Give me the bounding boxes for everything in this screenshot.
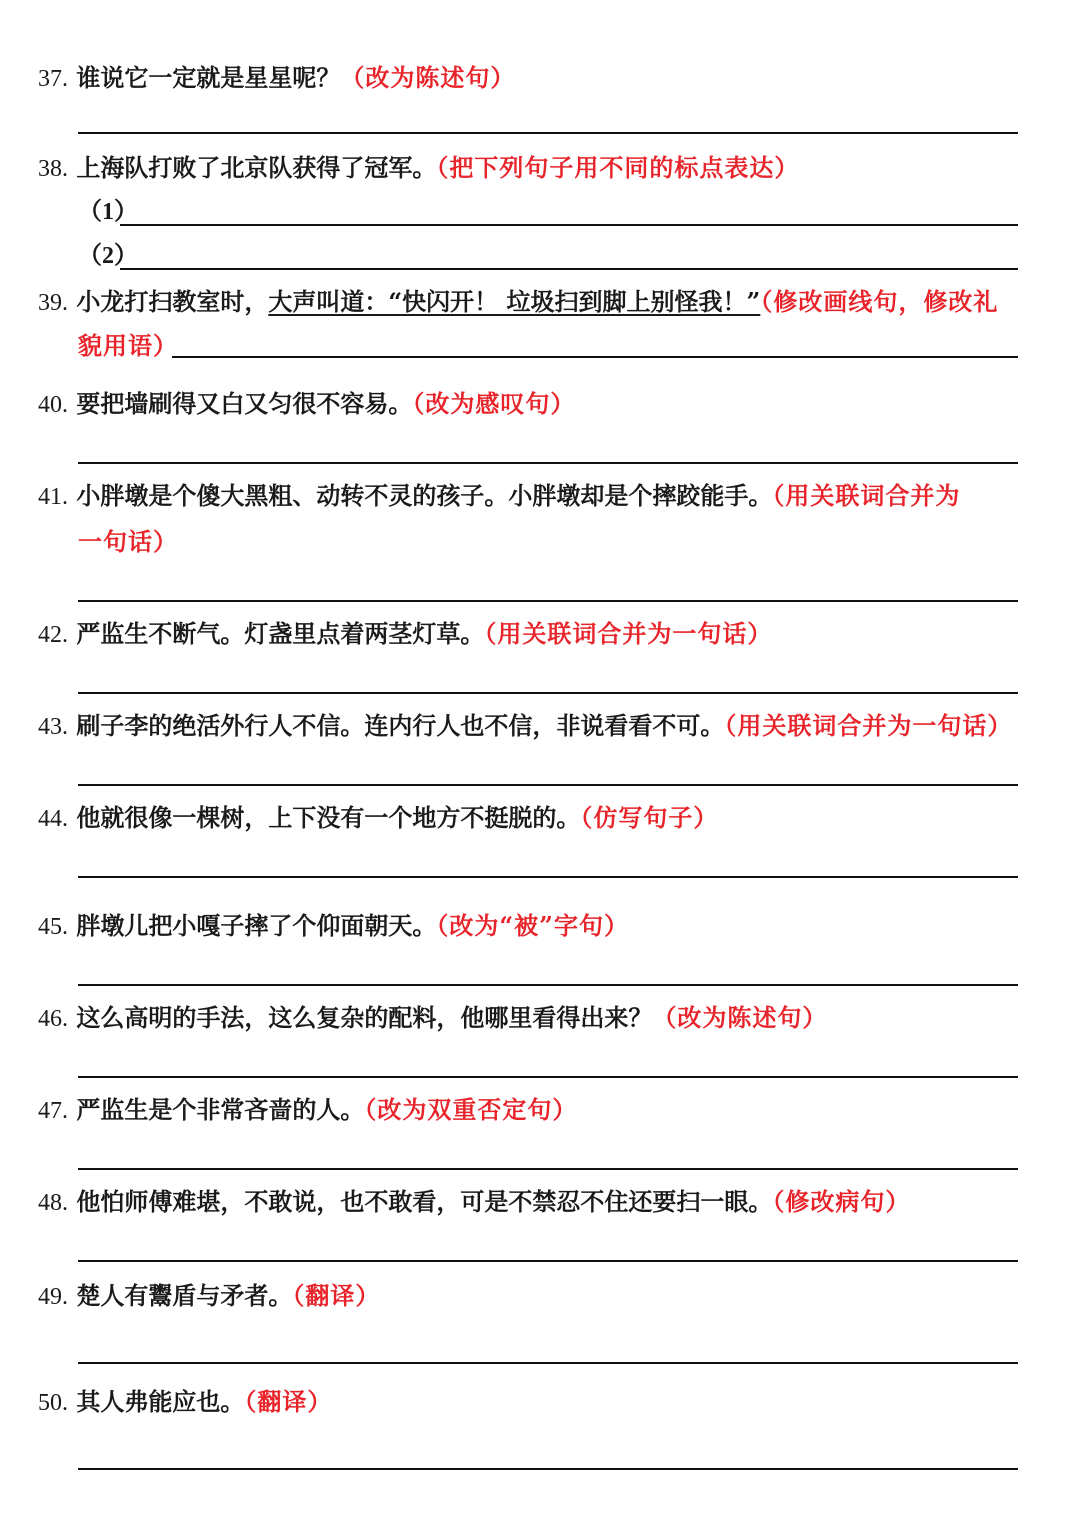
question-text: 胖墩儿把小嘎子摔了个仰面朝天。 [76, 911, 437, 940]
answer-line[interactable] [78, 462, 1018, 464]
question-50 [38, 1386, 332, 1419]
instruction: （修改画线句，修改礼 [760, 287, 999, 316]
answer-line[interactable] [78, 600, 1018, 602]
answer-line[interactable] [78, 1362, 1018, 1364]
instruction: （改为感叹句） [412, 389, 576, 418]
instruction-continued: 一句话） [78, 527, 178, 556]
question-number: 47. [38, 1098, 68, 1124]
answer-line[interactable] [78, 1260, 1018, 1262]
question-number: 50. [38, 1390, 68, 1416]
question-text: 谁说它一定就是星星呢？ [76, 63, 341, 92]
answer-line[interactable] [78, 1168, 1018, 1170]
question-text: 他怕师傅难堪，不敢说，也不敢看，可是不禁忍不住还要扫一眼。 [76, 1187, 773, 1216]
instruction: （用关联词合并为 [772, 481, 961, 510]
sub-label-1: （1） [78, 199, 138, 225]
question-number: 43. [38, 714, 68, 740]
answer-line[interactable] [78, 984, 1018, 986]
question-text: 要把墙刷得又白又匀很不容易。 [76, 389, 413, 418]
question-41 [38, 480, 960, 513]
question-number: 38. [38, 156, 68, 182]
question-43 [38, 710, 1012, 743]
question-48 [38, 1186, 910, 1219]
answer-line[interactable] [172, 356, 1018, 358]
question-number: 49. [38, 1284, 68, 1310]
question-number: 42. [38, 622, 68, 648]
answer-line[interactable] [78, 692, 1018, 694]
question-number: 41. [38, 484, 68, 510]
question-text: 小胖墩是个傻大黑粗、动转不灵的孩子。小胖墩却是个摔跤能手。 [76, 481, 773, 510]
question-40 [38, 388, 575, 421]
answer-line[interactable] [78, 784, 1018, 786]
instruction: （用关联词合并为一句话） [484, 619, 773, 648]
instruction: （翻译） [292, 1281, 381, 1310]
instruction: （改为陈述句） [652, 1003, 828, 1032]
instruction: （修改病句） [772, 1187, 911, 1216]
underlined-sentence: 大声叫道：“快闪开！ 垃圾扫到脚上别怪我！” [268, 287, 761, 316]
instruction: （改为陈述句） [340, 63, 516, 92]
question-39-cont [78, 330, 178, 362]
question-number: 39. [38, 290, 68, 316]
question-42 [38, 618, 772, 651]
sub-label-2: （2） [78, 243, 138, 269]
question-number: 37. [38, 66, 68, 92]
question-46 [38, 1002, 827, 1035]
question-text: 他就很像一棵树，上下没有一个地方不挺脱的。 [76, 803, 581, 832]
answer-line[interactable] [78, 1076, 1018, 1078]
question-text: 其人弗能应也。 [76, 1387, 245, 1416]
question-37 [38, 62, 515, 95]
question-47 [38, 1094, 577, 1127]
instruction: （把下列句子用不同的标点表达） [436, 153, 800, 182]
question-38 [38, 152, 799, 185]
question-number: 40. [38, 392, 68, 418]
answer-line[interactable] [78, 1468, 1018, 1470]
instruction: （改为双重否定句） [364, 1095, 578, 1124]
question-41-cont [78, 526, 178, 558]
question-text: 严监生是个非常吝啬的人。 [76, 1095, 365, 1124]
answer-line[interactable] [78, 132, 1018, 134]
question-text: 小龙打扫教室时， [76, 287, 269, 316]
answer-line[interactable] [78, 876, 1018, 878]
question-49 [38, 1280, 380, 1313]
question-text: 这么高明的手法，这么复杂的配料，他哪里看得出来？ [76, 1003, 653, 1032]
question-44 [38, 802, 718, 835]
instruction: （翻译） [244, 1387, 333, 1416]
question-text: 上海队打败了北京队获得了冠军。 [76, 153, 437, 182]
question-text: 刷子李的绝活外行人不信。连内行人也不信，非说看看不可。 [76, 711, 725, 740]
question-number: 46. [38, 1006, 68, 1032]
question-number: 45. [38, 914, 68, 940]
question-number: 48. [38, 1190, 68, 1216]
question-text: 楚人有鬻盾与矛者。 [76, 1281, 293, 1310]
question-number: 44. [38, 806, 68, 832]
instruction: （改为“被”字句） [436, 911, 629, 940]
question-45 [38, 910, 629, 943]
instruction: （仿写句子） [580, 803, 719, 832]
answer-line[interactable] [120, 268, 1018, 270]
question-text: 严监生不断气。灯盏里点着两茎灯草。 [76, 619, 485, 648]
question-39 [38, 286, 998, 319]
instruction: （用关联词合并为一句话） [724, 711, 1013, 740]
instruction-continued: 貌用语） [78, 331, 178, 360]
answer-line[interactable] [120, 224, 1018, 226]
